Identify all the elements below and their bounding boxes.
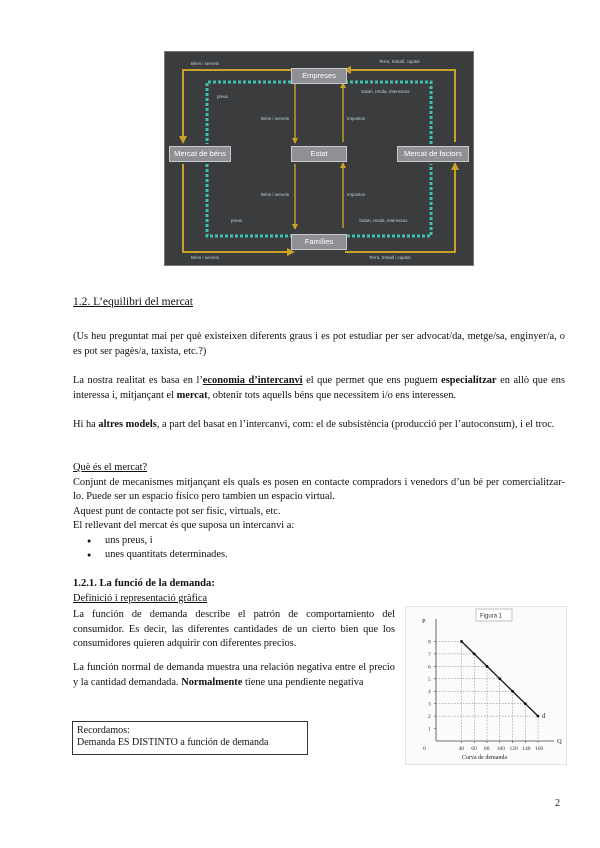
- label-inner-preus-top: preus: [217, 94, 229, 99]
- y-tick-label: 3: [428, 701, 431, 708]
- sub-title: Definició i representació gràfica: [73, 593, 208, 604]
- box-mercat-bens: Mercat de béns: [169, 146, 231, 162]
- x-tick-label: 100: [496, 746, 506, 752]
- y-tick-label: 1: [428, 726, 431, 733]
- box-families: Famílies: [291, 234, 347, 250]
- circular-flow-diagram: [164, 51, 474, 266]
- y-tick-label: 7: [428, 651, 431, 658]
- section-heading: 1.2. L’equilibri del mercat: [73, 296, 193, 308]
- mercat-relevant: El rellevant del mercat és que suposa un intercanvi a:: [73, 520, 295, 531]
- data-point: [524, 702, 527, 705]
- p2-text-c: el que permet que ens puguem: [302, 375, 442, 386]
- p3-text-c: , a part del basat en l’intercanvi, com: el de subsistència (producció per l’autoconsum), i el troc.: [156, 419, 555, 430]
- p2-especialitzar: especialitzar: [441, 375, 497, 386]
- y-tick-label: 5: [428, 676, 431, 683]
- label-inner-salari-top: Salari, renda, interessos: [361, 89, 410, 94]
- p2-text-a: La nostra realitat es basa en l’: [73, 375, 203, 386]
- sub-heading: 1.2.1. La funció de la demanda:: [73, 578, 215, 589]
- label-inner-preus-bottom: preus: [231, 218, 243, 223]
- data-point: [486, 665, 489, 668]
- x-tick-label: 60: [471, 746, 477, 752]
- x-tick-label: 40: [458, 746, 465, 752]
- demand-chart-svg: [406, 607, 566, 764]
- x-tick-label: 80: [484, 746, 490, 752]
- label-inner-impostos-top: Impostos: [347, 116, 366, 121]
- data-point: [537, 715, 540, 718]
- y-tick-label: 8: [428, 639, 431, 646]
- p3-text-a: Hi ha: [73, 419, 99, 430]
- label-inner-impostos-bottom: Impostos: [347, 192, 366, 197]
- d2-normalmente: Normalmente: [181, 676, 243, 688]
- box-empreses: Empreses: [291, 68, 347, 84]
- x-tick-label: 160: [535, 746, 544, 752]
- paragraph-demand-normal: [73, 661, 395, 690]
- p2-economia-intercanvi: economia d’intercanvi: [202, 375, 303, 386]
- note-line-2: Demanda ES DISTINTO a función de demanda: [77, 737, 269, 748]
- y-tick-label: 2: [428, 714, 431, 721]
- p2-mercat: mercat: [176, 389, 208, 401]
- chart-title: Figura 1: [480, 613, 503, 620]
- y-axis-label: P: [422, 618, 426, 625]
- bullet-list: [87, 534, 565, 563]
- data-point: [511, 690, 514, 693]
- note-line-1: Recordamos:: [77, 725, 130, 736]
- bullet-item: ● unes quantitats determinades.: [87, 548, 565, 563]
- label-bottom-left: Béns i serveis: [191, 255, 220, 260]
- p3-altres-models: altres models: [98, 419, 157, 430]
- mercat-block: [73, 461, 565, 563]
- p2-text-e: en allò que ens interessa i, mitjançant el: [73, 375, 565, 401]
- y-tick-label: 6: [428, 664, 431, 671]
- d2-text-a: La función normal de demanda muestra una relación negativa entre el precio y la cantidad demandada.: [73, 662, 395, 688]
- box-estat: Estat: [291, 146, 347, 162]
- label-bottom-right: Terra, treball i capital: [369, 255, 411, 260]
- note-box: [72, 721, 308, 755]
- paragraph-economia: [73, 374, 565, 403]
- y-tick-label: 4: [428, 689, 431, 696]
- demand-chart: [405, 606, 567, 765]
- data-point: [460, 640, 463, 643]
- bullet-item: ● uns preus, i: [87, 534, 565, 549]
- p2-text-g: , obtenir tots aquells béns que necessitem i/o ens interessen.: [207, 389, 457, 401]
- d2-text-c: tiene una pendiente negativa: [242, 676, 364, 688]
- curve-label: d: [542, 712, 546, 721]
- paragraph-intro: (Us heu preguntat mai per què existeixen diferents graus i es pot estudiar per ser advocat/da, metge/sa, enginyer/a, o es pot ser pagès/a, taxista, etc.?): [73, 331, 565, 357]
- paragraph-models: [73, 418, 565, 433]
- label-inner-bens-top: Béns i serveis: [261, 116, 290, 121]
- data-point: [498, 677, 501, 680]
- label-inner-salari-bottom: Salari, renda, interessos: [359, 218, 408, 223]
- data-point: [473, 652, 476, 655]
- x-tick-label: 140: [522, 746, 531, 752]
- x-axis-label: Curva de demanda: [462, 755, 507, 761]
- x-tick-label: 0: [423, 746, 426, 752]
- x-axis-end-label: Q: [557, 738, 562, 745]
- label-inner-bens-bottom: Béns i serveis: [261, 192, 290, 197]
- x-tick-label: 120: [509, 746, 518, 752]
- label-top-right: Terra, treball, capital: [379, 59, 420, 64]
- paragraph-demand-function: La función de demanda describe el patrón de comportamiento del consumidor. Es decir, las diferentes cantidades de un cierto bien que los consumidores quieren adquirir con diferentes precios.: [73, 609, 395, 649]
- box-mercat-factors: Mercat de factors: [397, 146, 469, 162]
- page-number: 2: [555, 798, 560, 809]
- mercat-contact-point: Aquest punt de contacte pot ser físic, virtuals, etc.: [73, 505, 281, 517]
- mercat-definition: Conjunt de mecanismes mitjançant els quals es posen en contacte compradors i venedors d’un bé per comercialitzar-lo. Puede ser un espacio físico pero tambien un espacio virtual.: [73, 476, 565, 502]
- question-title: Què és el mercat?: [73, 462, 148, 473]
- label-top-left: Béns i serveis: [191, 61, 220, 66]
